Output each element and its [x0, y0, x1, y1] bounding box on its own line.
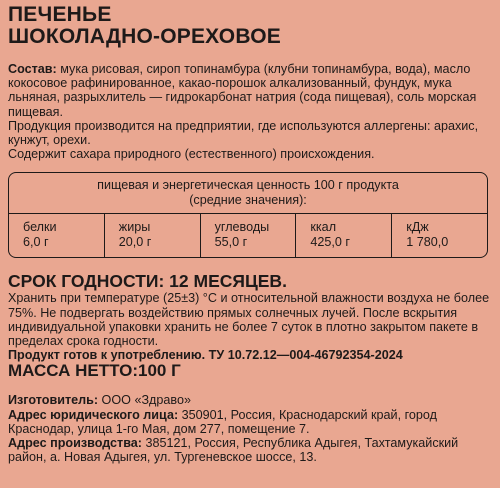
nutrition-cell-carbs: [201, 214, 297, 257]
nutrition-header-line-1: пищевая и энергетическая ценность 100 г продукта: [97, 178, 399, 193]
net-weight: МАССА НЕТТО:100 Г: [8, 361, 181, 381]
nutrition-table: [8, 172, 488, 258]
title-line-2: ШОКОЛАДНО-ОРЕХОВОЕ: [8, 25, 281, 48]
legal-address-value: 350901, Россия, Краснодарский край, город Краснодар, улица 1-го Мая, дом 277, помещение 7.: [8, 407, 437, 436]
allergens-text: Продукция производится на предприятии, где используются аллергены: арахис, кунжут, орехи.: [8, 118, 479, 148]
production-address-value: 385121, Россия, Республика Адыгея, Тахтамукайский район, а. Новая Адыгея, ул. Тургеневское шоссе, 13.: [8, 436, 459, 465]
manufacturer-block: [8, 393, 494, 464]
nutrition-value: 55,0 г: [214, 234, 248, 249]
nutrition-cell-fat: [105, 214, 201, 257]
composition-text: мука рисовая, сироп топинамбура (клубни топинамбура, вода), масло кокосовое рафинированное, какао-порошок алкализованный, фундук, мука льняная, разрыхлитель — гидрокарбонат натрия (сода пищевая), соль морская пищевая.: [8, 62, 477, 119]
shelf-life-heading: СРОК ГОДНОСТИ: 12 МЕСЯЦЕВ.: [8, 271, 287, 292]
nutrition-header-line-2: (средние значения):: [189, 192, 307, 207]
legal-address-label: Адрес юридического лица:: [8, 407, 179, 422]
nutrition-label: белки: [23, 220, 57, 235]
production-address-label: Адрес производства:: [8, 436, 142, 451]
product-label: [8, 4, 494, 464]
nutrition-label: кДж: [406, 220, 429, 235]
nutrition-value: 425,0 г: [310, 234, 350, 249]
nutrition-label: углеводы: [214, 220, 270, 235]
nutrition-cell-kcal: [296, 214, 392, 257]
nutrition-cell-kj: [392, 214, 487, 257]
composition-block: [8, 62, 494, 161]
product-title: [8, 4, 494, 48]
nutrition-value: 1 780,0: [406, 234, 449, 249]
maker-label: Изготовитель:: [8, 393, 99, 408]
sugar-text: Содержит сахара природного (естественного) происхождения.: [8, 147, 375, 162]
storage-block: [8, 291, 494, 362]
composition-label: Состав:: [8, 62, 57, 76]
nutrition-header: [9, 173, 487, 214]
nutrition-label: жиры: [118, 220, 151, 235]
nutrition-cell-protein: [9, 214, 105, 257]
standard-text: Продукт готов к употреблению. ТУ 10.72.12—004-46792354-2024: [8, 348, 403, 363]
nutrition-row: [9, 214, 487, 257]
storage-text: Хранить при температуре (25±3) °С и относительной влажности воздуха не более 75%. Не подвергать воздействию прямых солнечных лучей. После вскрытия индивидуальной упаковки хранить не более 7 суток в плотно закрытом пакете в пределах срока годности.: [8, 291, 490, 349]
title-line-1: ПЕЧЕНЬЕ: [8, 3, 112, 26]
maker-value: ООО «Здраво»: [98, 393, 191, 408]
nutrition-label: ккал: [310, 220, 337, 235]
nutrition-value: 20,0 г: [118, 234, 152, 249]
nutrition-value: 6,0 г: [23, 234, 49, 249]
